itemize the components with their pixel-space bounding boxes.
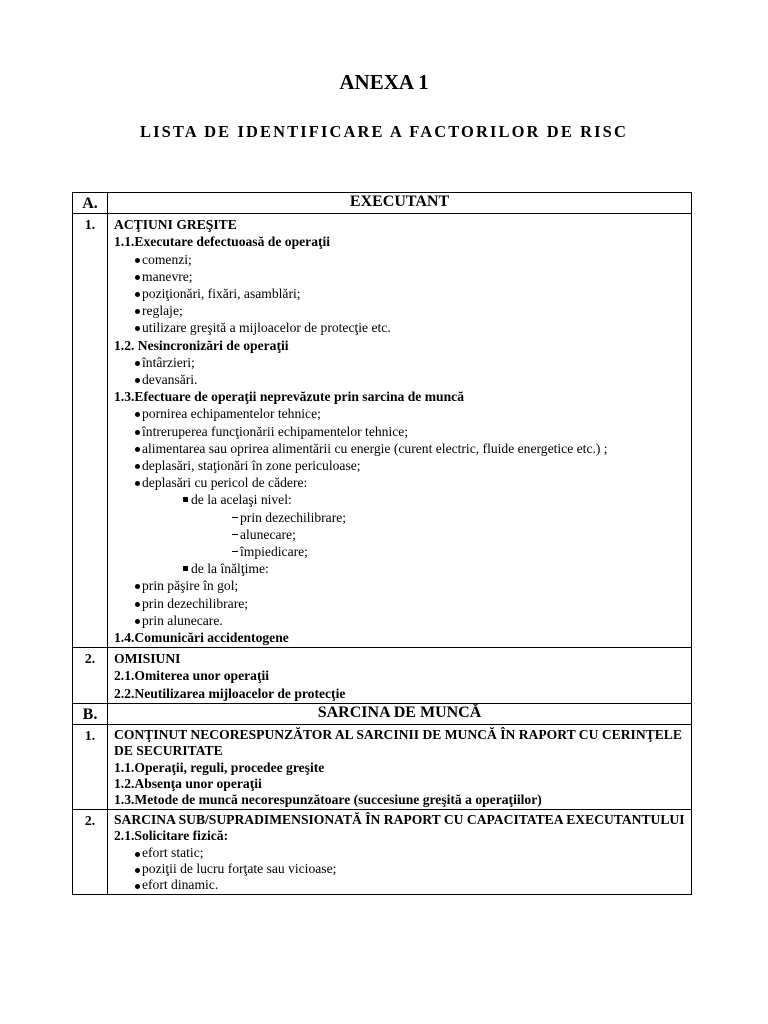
list-item: alimentarea sau oprirea alimentării cu energie (curent electric, fluide energetice etc.) ; [114, 440, 685, 457]
square-bullet-list [163, 491, 685, 577]
row-heading: SARCINA SUB/SUPRADIMENSIONATĂ ÎN RAPORT CU CAPACITATEA EXECUTANTULUI [114, 812, 685, 828]
row-number: 2. [73, 810, 108, 895]
section-b-header [73, 703, 692, 724]
bullet-list [114, 251, 685, 337]
subsection-title: 1.2.Absenţa unor operaţii [114, 775, 262, 791]
bullet-icon [135, 292, 140, 297]
bullet-icon [135, 309, 140, 314]
risk-factors-table [72, 192, 692, 895]
list-item: utilizare greşită a mijloacelor de protecţie etc. [114, 319, 685, 336]
list-item: de la înălţime: [163, 560, 685, 577]
row-number: 2. [73, 648, 108, 704]
section-a-header [73, 193, 692, 214]
list-item: prin dezechilibrare; [114, 595, 685, 612]
list-item: împiedicare; [212, 543, 685, 560]
list-item: prin dezechilibrare; [212, 509, 685, 526]
table-row [73, 725, 692, 810]
bullet-icon [135, 361, 140, 366]
list-item: comenzi; [114, 251, 685, 268]
square-bullet-icon [183, 497, 188, 502]
row-content [108, 725, 692, 810]
subsection-title: 2.1.Solicitare fizică: [114, 828, 229, 844]
subsection-title: 2.1.Omiterea unor operaţii [114, 668, 270, 684]
bullet-icon [135, 430, 140, 435]
section-letter: A. [73, 193, 108, 214]
subsection-title: 1.1.Executare defectuoasă de operaţii [114, 234, 331, 250]
dash-icon [232, 551, 238, 552]
bullet-icon [135, 464, 140, 469]
row-heading: ACŢIUNI GREŞITE [114, 217, 237, 233]
list-item: poziţii de lucru forţate sau vicioase; [114, 861, 685, 877]
bullet-icon [135, 868, 140, 873]
bullet-list [114, 405, 685, 629]
bullet-icon [135, 378, 140, 383]
subsection-title: 1.4.Comunicări accidentogene [114, 630, 289, 646]
bullet-icon [135, 258, 140, 263]
list-item: poziţionări, fixări, asamblări; [114, 285, 685, 302]
bullet-icon [135, 412, 140, 417]
subsection-title: 1.3.Efectuare de operaţii neprevăzute prin sarcina de muncă [114, 389, 465, 405]
bullet-list [114, 845, 685, 894]
list-item: deplasări, staţionări în zone periculoase; [114, 457, 685, 474]
bullet-icon [135, 852, 140, 857]
bullet-icon [135, 884, 140, 889]
dash-icon [232, 534, 238, 535]
list-item: efort dinamic. [114, 877, 685, 893]
list-item: prin păşire în gol; [114, 577, 685, 594]
list-item: pornirea echipamentelor tehnice; [114, 405, 685, 422]
row-content [108, 214, 692, 648]
bullet-icon [135, 602, 140, 607]
square-bullet-icon [183, 566, 188, 571]
bullet-icon [135, 326, 140, 331]
row-number: 1. [73, 725, 108, 810]
table-row [73, 214, 692, 648]
list-item: devansări. [114, 371, 685, 388]
list-item: manevre; [114, 268, 685, 285]
list-item: efort static; [114, 845, 685, 861]
bullet-icon [135, 481, 140, 486]
page-subtitle: LISTA DE IDENTIFICARE A FACTORILOR DE RISC [140, 122, 628, 141]
list-item: prin alunecare. [114, 612, 685, 629]
bullet-icon [135, 619, 140, 624]
list-item: de la acelaşi nivel: prin dezechilibrare; alunecare; împiedicare; [163, 491, 685, 560]
page-title: ANEXA 1 [339, 70, 429, 94]
section-letter: B. [73, 703, 108, 724]
subsection-title: 1.1.Operaţii, reguli, procedee greşite [114, 759, 325, 775]
subsection-title: 1.3.Metode de muncă necorespunzătoare (succesiune greşită a operaţiilor) [114, 791, 542, 807]
row-content [108, 648, 692, 704]
row-content [108, 810, 692, 895]
dash-list [212, 509, 685, 561]
row-number: 1. [73, 214, 108, 648]
table-row [73, 810, 692, 895]
list-item: reglaje; [114, 302, 685, 319]
bullet-icon [135, 275, 140, 280]
bullet-list [114, 354, 685, 388]
bullet-icon [135, 584, 140, 589]
list-item: întreruperea funcţionării echipamentelor tehnice; [114, 423, 685, 440]
dash-icon [232, 517, 238, 518]
list-item: deplasări cu pericol de cădere: de la acelaşi nivel: prin dezechilibrare; alunecare; împiedicare; de la înălţime: [114, 474, 685, 577]
row-heading: OMISIUNI [114, 651, 181, 667]
bullet-icon [135, 447, 140, 452]
table-row [73, 648, 692, 704]
subsection-title: 1.2. Nesincronizări de operaţii [114, 337, 289, 353]
section-name: EXECUTANT [108, 193, 692, 214]
list-item: alunecare; [212, 526, 685, 543]
section-name: SARCINA DE MUNCĂ [108, 703, 692, 724]
subsection-title: 2.2.Neutilizarea mijloacelor de protecţie [114, 685, 346, 701]
list-item: întârzieri; [114, 354, 685, 371]
row-heading: CONŢINUT NECORESPUNZĂTOR AL SARCINII DE MUNCĂ ÎN RAPORT CU CERINŢELE DE SECURITATE [114, 727, 682, 759]
